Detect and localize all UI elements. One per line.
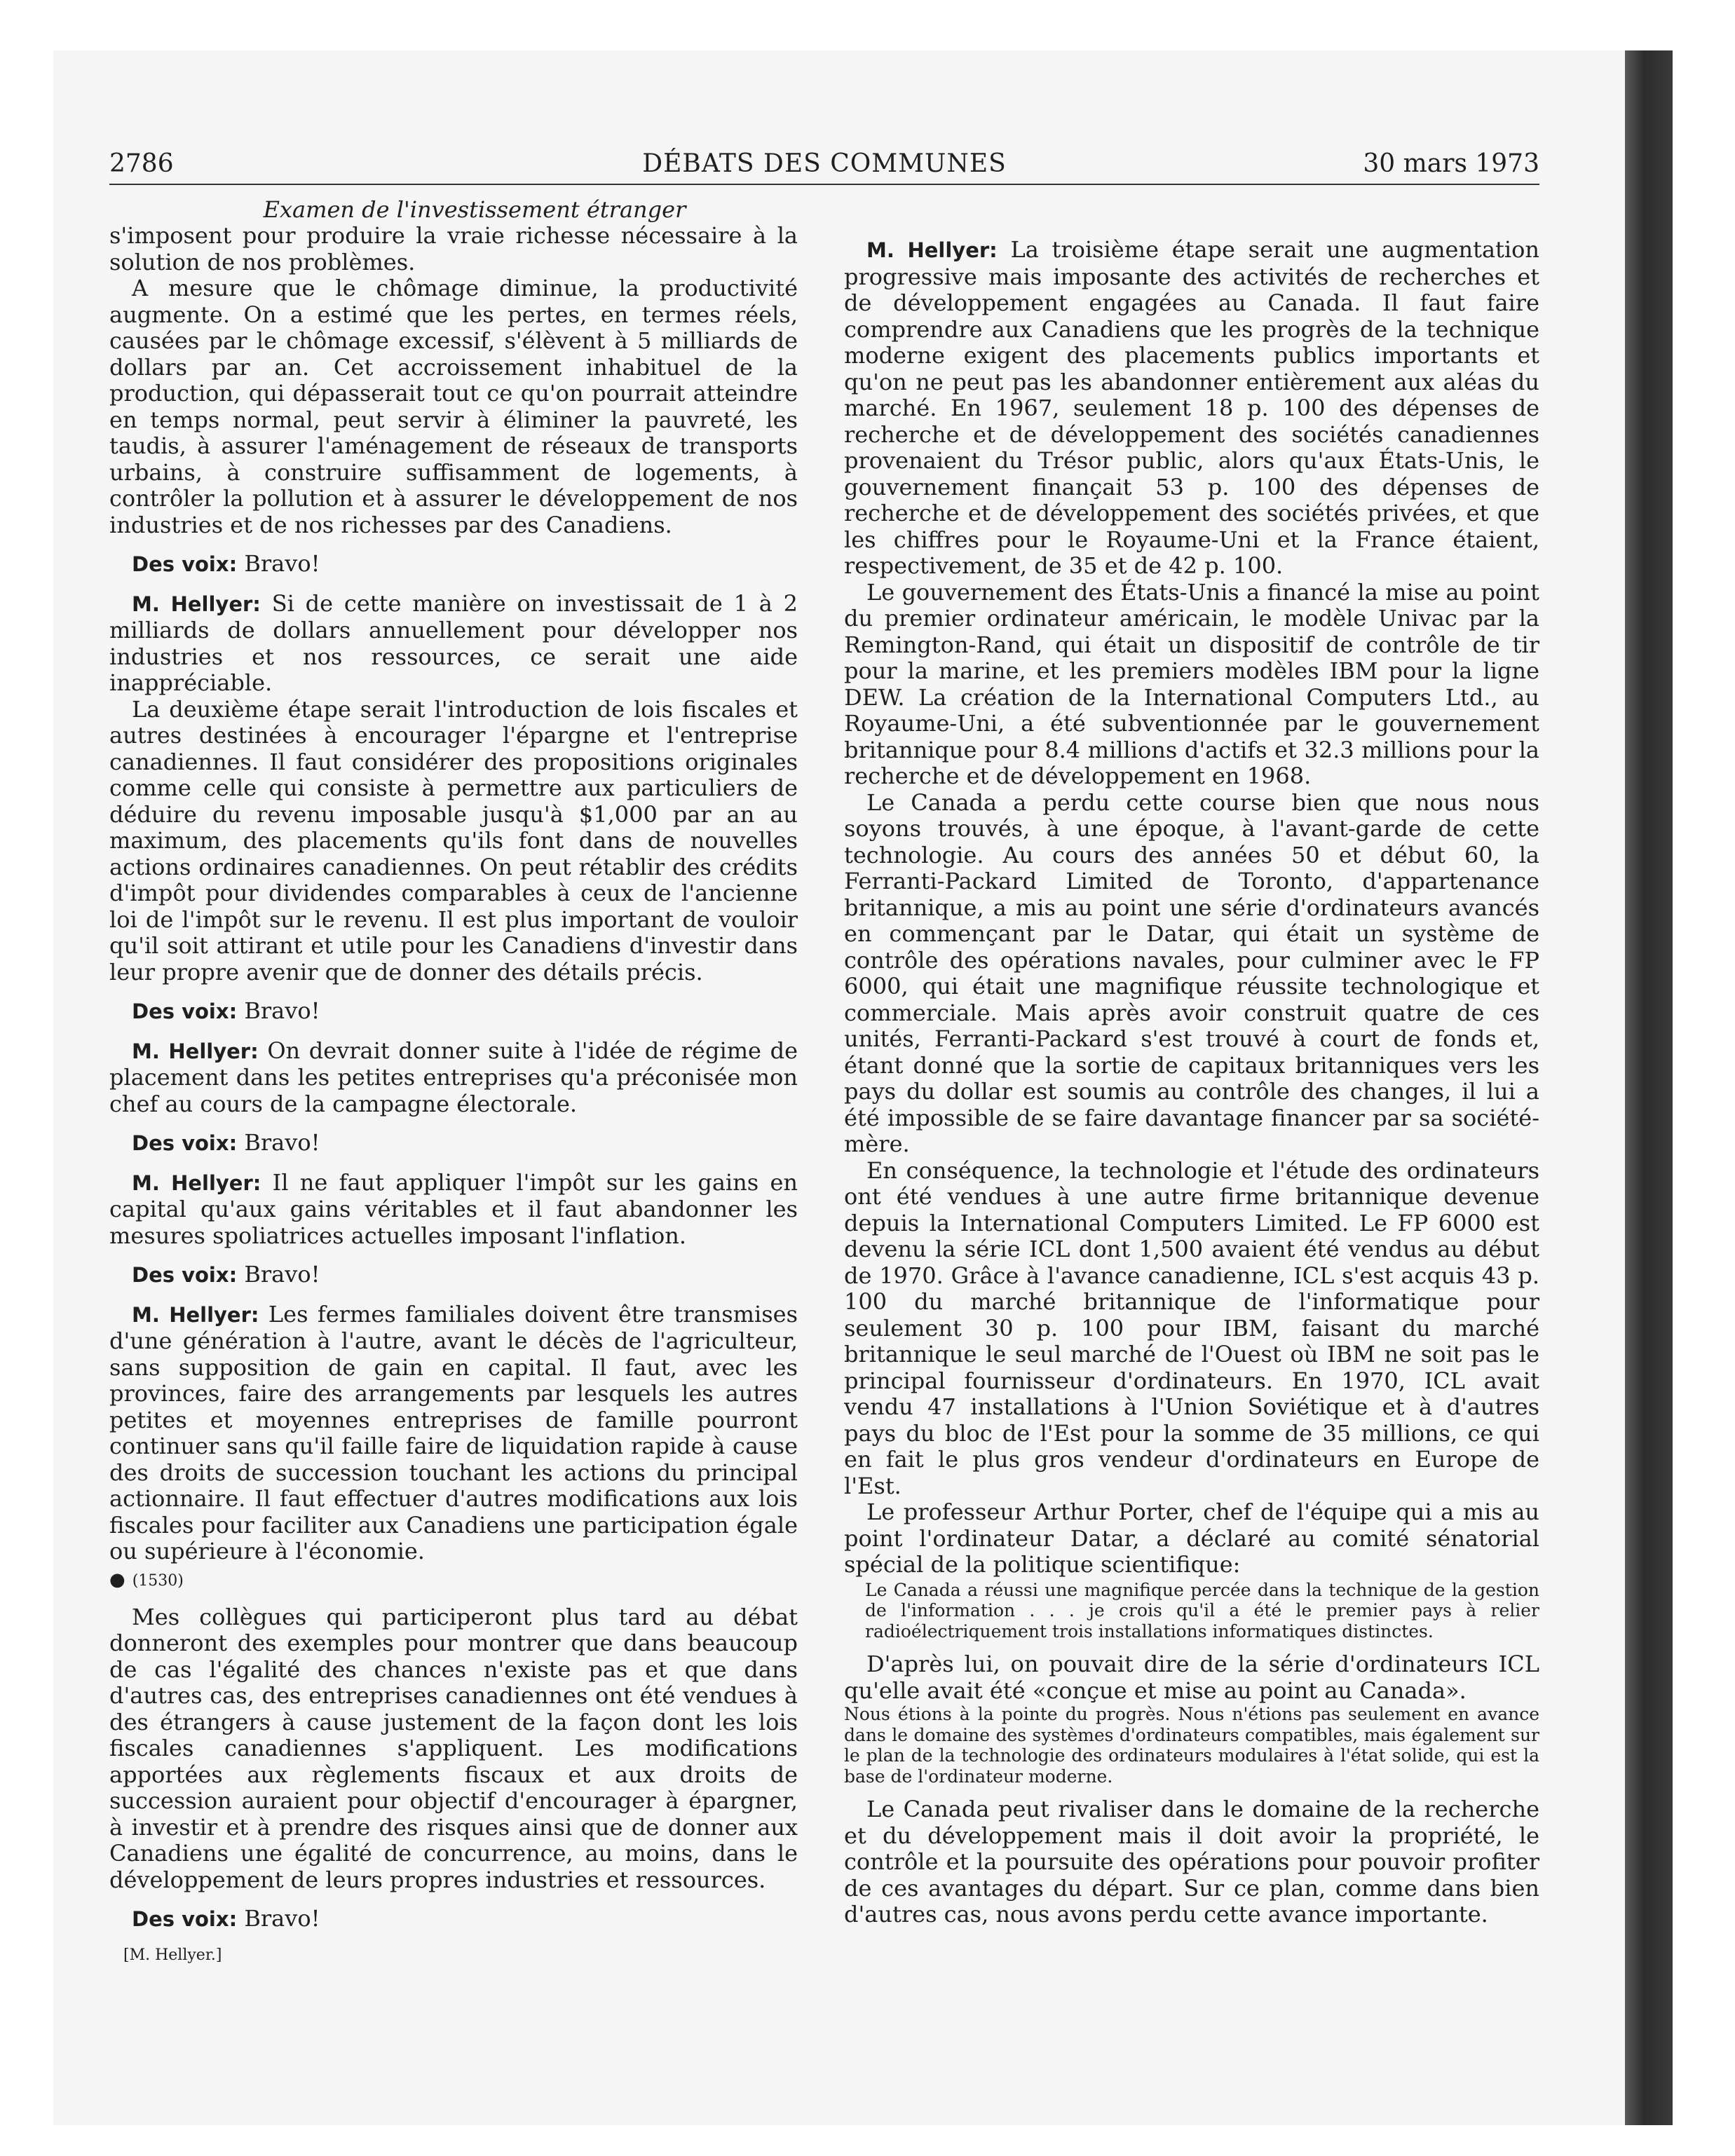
speech-text: Si de cette manière on investissait de 1 à 2 milliards de dollars annuellement pour développer nos industries et nos ressources, ce serait une aide inappréciable. [109,589,798,696]
paragraph: Le gouvernement des États-Unis a financé la mise au point du premier ordinateur américain, le modèle Univac par la Remington-Rand, qui était un dispositif de contrôle de tir pour la marine, et les premiers modèles IBM pour la ligne DEW. La création de la International Computers Ltd., au Royaume-Uni, a été subventionnée par le gouvernement britannique pour 8.4 millions d'actifs et 32.3 millions pour la recherche et de développement en 1968. [844,578,1539,789]
sitting-date: 30 mars 1973 [1363,149,1539,178]
page-number: 2786 [109,149,174,178]
speaker-label: M. Hellyer: [132,1171,261,1195]
speaker-label: Des voix: [132,1907,238,1931]
interjection-text: Bravo! [244,550,320,577]
paragraph: Le Canada a perdu cette course bien que nous nous soyons trouvés, à une époque, à l'avant-garde de cette technologie. Au cours des années 50 et début 60, la Ferranti-Packard Limited de Toronto, d'appartenance britannique, a mis au point une série d'ordinateurs avancés en commençant par le Datar, qui était un système de contrôle des opérations navales, pour culminer avec le FP 6000, qui était une magnifique réussite technologique et commerciale. Mais après avoir construit quatre de ces unités, Ferranti-Packard s'est trouvé à court de fonds et, étant donné que la sortie de capitaux britanniques vers les pays du dollar est soumis au contrôle des changes, il lui a été impossible de se faire davantage financer par sa société-mère. [844,789,1539,1157]
interjection-text: Bravo! [244,1129,320,1156]
speech [109,1302,798,1565]
speech [109,1038,798,1118]
speech-text: Il ne faut appliquer l'impôt sur les gains en capital qu'aux gains véritables et il faut abandonner les mesures spoliatrices actuelles imposant l'inflation. [109,1168,798,1249]
speaker-label: M. Hellyer: [866,238,998,262]
speaker-label: M. Hellyer: [132,592,261,616]
section-heading: Examen de l'investissement étranger [263,196,686,223]
paragraph: D'après lui, on pouvait dire de la série d'ordinateurs ICL qu'elle avait été «conçue et mise au point au Canada». [844,1651,1539,1704]
paragraph: Le professeur Arthur Porter, chef de l'équipe qui a mis au point l'ordinateur Datar, a déclaré au comité sénatorial spécial de la politique scientifique: [844,1499,1539,1578]
paragraph: La deuxième étape serait l'introduction de lois fiscales et autres destinées à encourager l'épargne et l'entreprise canadiennes. Il faut considérer des propositions originales comme celle qui consiste à permettre aux particuliers de déduire du revenu imposable jusqu'à $1,000 par an au maximum, des placements qu'ils font dans de nouvelles actions ordinaires canadiennes. On peut rétablir des crédits d'impôt pour dividendes comparables à ceux de l'ancienne loi de l'impôt sur le revenu. Il est plus important de vouloir qu'il soit attirant et utile pour les Canadiens d'investir dans leur propre avenir que de donner des détails précis. [109,695,798,985]
paragraph: Mes collègues qui participeront plus tard au débat donneront des exemples pour montrer que dans beaucoup de cas l'égalité des chances n'existe pas et que dans d'autres cas, des entreprises canadiennes ont été vendues à des étrangers à cause justement de la façon dont les lois fiscales canadiennes s'appliquent. Les modifications apportées aux règlements fiscaux et aux droits de succession auraient pour objectif d'encourager à épargner, à investir et à prendre des risques ainsi que de donner aux Canadiens une égalité de concurrence, au moins, dans le développement de leurs propres industries et ressources. [109,1603,798,1893]
running-header [109,144,1539,185]
interjection [109,1130,798,1157]
paragraph: En conséquence, la technologie et l'étude des ordinateurs ont été vendues à une autre firme britannique devenue depuis la International Computers Limited. Le FP 6000 est devenu la série ICL dont 1,500 avaient été vendus au début de 1970. Grâce à l'avance canadienne, ICL s'est acquis 43 p. 100 du marché britannique de l'informatique pour seulement 30 p. 100 pour IBM, faisant du marché britannique le seul marché de l'Ouest où IBM ne soit pas le principal fournisseur d'ordinateurs. En 1970, ICL avait vendu 47 installations à l'Union Soviétique et à d'autres pays du bloc de l'Est pour la somme de 35 millions, ce qui en fait le plus gros vendeur d'ordinateurs en Europe de l'Est. [844,1157,1539,1499]
interjection [109,998,798,1025]
time-marker [109,1569,798,1592]
right-column [844,237,1539,1928]
speaker-label: M. Hellyer: [132,1039,259,1063]
speech-text: On devrait donner suite à l'idée de régime de placement dans les petites entreprises qu'a préconisée mon chef au cours de la campagne électorale. [109,1037,798,1117]
interjection-text: Bravo! [244,997,320,1024]
speech [844,237,1539,580]
block-quote: Nous étions à la pointe du progrès. Nous n'étions pas seulement en avance dans le domaine des systèmes d'ordinateurs compatibles, mais également sur le plan de la technologie des ordinateurs modulaires à l'état solide, qui est la base de l'ordinateur moderne. [844,1704,1539,1787]
speaker-label: M. Hellyer: [132,1302,259,1327]
time-marker-text: (1530) [132,1571,184,1590]
paragraph: s'imposent pour produire la vraie richesse nécessaire à la solution de nos problèmes. [109,222,798,275]
left-column [109,196,798,1965]
interjection [109,1906,798,1933]
speaker-attribution: [M. Hellyer.] [123,1946,222,1964]
interjection-text: Bravo! [244,1261,320,1288]
speaker-label: Des voix: [132,1131,238,1155]
paragraph: A mesure que le chômage diminue, la productivité augmente. On a estimé que les pertes, en termes réels, causées par le chômage excessif, s'élèvent à 5 milliards de dollars par an. Cet accroissement inhabituel de la production, qui dépasserait tout ce qu'on pourrait atteindre en temps normal, peut servir à éliminer la pauvreté, les taudis, à assurer l'aménagement de réseaux de transports urbains, à construire suffisamment de logements, à contrôler la pollution et à assurer le développement de nos industries et de nos richesses par des Canadiens. [109,275,798,538]
speech-text: La troisième étape serait une augmentation progressive mais imposante des activités de recherches et de développement engagées au Canada. Il faut faire comprendre aux Canadiens que les progrès de la technique moderne exigent des placements publics importants et qu'on ne peut pas les abandonner entièrement aux aléas du marché. En 1967, seulement 18 p. 100 des dépenses de recherche et de développement des sociétés canadiennes provenaient du Trésor public, alors qu'aux États-Unis, le gouvernement finançait 53 p. 100 des dépenses de recherche et de développement des sociétés privées, et que les chiffres pour le Royaume-Uni et la France étaient, respectivement, de 35 et de 42 p. 100. [844,236,1540,579]
bullet-icon: ● [109,1569,125,1590]
interjection-text: Bravo! [244,1905,320,1932]
publication-title: DÉBATS DES COMMUNES [642,149,1007,178]
speaker-label: Des voix: [132,1263,238,1287]
paragraph: Le Canada peut rivaliser dans le domaine de la recherche et du développement mais il doit avoir la propriété, le contrôle et la poursuite des opérations pour pouvoir profiter de ces avantages du départ. Sur ce plan, comme dans bien d'autres cas, nous avons perdu cette avance importante. [844,1796,1539,1928]
speech [109,1170,798,1250]
block-quote: Le Canada a réussi une magnifique percée dans la technique de la gestion de l'information . . . je crois qu'il a été le premier pays à relier radioélectriquement trois installations informatiques distinctes. [865,1579,1539,1642]
interjection [109,551,798,578]
speech-text: Les fermes familiales doivent être transmises d'une génération à l'autre, avant le décès de l'agriculteur, sans supposition de gain en capital. Il faut, avec les provinces, faire des arrangements par lesquels les autres petites et moyennes entreprises de famille pourront continuer sans qu'il faille faire de liquidation rapide à cause des droits de succession touchant les actions du principal actionnaire. Il faut effectuer d'autres modifications aux lois fiscales pour faciliter aux Canadiens une participation égale ou supérieure à l'économie. [109,1300,798,1564]
speaker-label: Des voix: [132,999,238,1023]
speech [109,591,798,697]
speaker-label: Des voix: [132,552,238,576]
interjection [109,1262,798,1289]
